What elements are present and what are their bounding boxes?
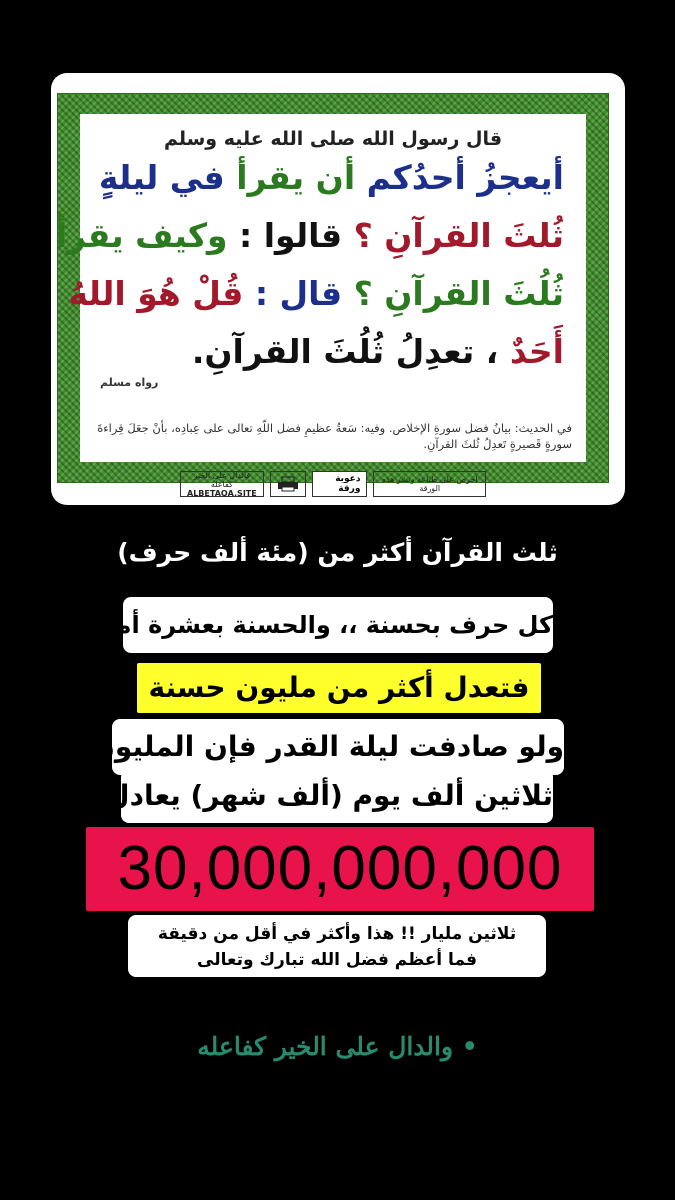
hadith-line-2 bbox=[55, 216, 564, 256]
heading-text: ثلث القرآن أكثر من (مئة ألف حرف) bbox=[117, 538, 558, 567]
hadith-segment: ثُلثَ القرآنِ ؟ bbox=[353, 216, 564, 255]
hadith-card-content bbox=[55, 114, 586, 498]
hadith-line-3 bbox=[68, 274, 564, 314]
site-url: ALBETAQA.SITE bbox=[187, 488, 257, 498]
hadith-header: قال رسول الله صلى الله عليه وسلم bbox=[163, 128, 503, 150]
hadith-note: في الحديث: بيانُ فضل سورةِ الإخلاص. وفيه: سَعةُ عظيمِ فضل اللّهِ تعالى على عِبادِه، بأنْ جعَلَ قِراءةَ سورةٍ قَصيرةٍ تَعدِلُ ثُلثَ القرآنِ. bbox=[97, 421, 572, 451]
highlighted-text-line: فتعدل أكثر من مليون حسنة bbox=[137, 663, 541, 713]
big-number: 30,000,000,000 bbox=[86, 827, 594, 911]
card-footer bbox=[180, 470, 486, 498]
printer-icon bbox=[270, 471, 306, 497]
closing-text: • والدال على الخير كفاعله bbox=[197, 1032, 478, 1061]
hadith-segment: ، تعدِلُ ثُلُثَ القرآنِ. bbox=[191, 332, 510, 371]
text-line-4: ثلاثين ألف يوم (ألف شهر) يعادل: bbox=[121, 769, 553, 823]
logo: دعوية ورقة bbox=[312, 471, 368, 497]
hadith-card-image bbox=[51, 73, 625, 505]
hadith-segment: قالوا : bbox=[227, 216, 354, 255]
site-box bbox=[180, 471, 264, 497]
decorative-green-frame bbox=[55, 93, 609, 498]
text-line-1: كل حرف بحسنة ،، والحسنة بعشرة أمثالها bbox=[123, 597, 553, 653]
info-line-1: ثلاثين مليار !! هذا وأكثر في أقل من دقيقة bbox=[157, 924, 517, 944]
hadith-segment: أَحَدٌ bbox=[509, 332, 564, 371]
hadith-segment: ثُلُثَ القرآنِ ؟ bbox=[353, 274, 564, 313]
text-line-3: ولو صادفت ليلة القدر فإن المليون في bbox=[112, 719, 564, 775]
hadith-segment: قال : bbox=[243, 274, 354, 313]
hadith-narrator: رواه مسلم bbox=[100, 376, 159, 389]
hadith-segment: أيعجزُ أحدُكم bbox=[355, 158, 564, 197]
hadith-segment: وكيف يقرأ bbox=[55, 216, 228, 255]
hadith-segment: أن يقرأ bbox=[236, 158, 356, 197]
footer-slogan: فالدال على الخير كفاعله bbox=[193, 470, 251, 489]
hadith-line-1 bbox=[90, 158, 564, 198]
hadith-segment: في ليلةٍ bbox=[98, 158, 237, 197]
print-share-note: احرص على طباعة ونشر هذه الورقة bbox=[373, 471, 486, 497]
info-box bbox=[128, 915, 546, 977]
info-line-2: فما أعظم فضل الله تبارك وتعالى bbox=[197, 950, 477, 970]
hadith-line-4 bbox=[192, 332, 564, 372]
hadith-segment: قُلْ هُوَ اللهُ bbox=[68, 274, 244, 313]
